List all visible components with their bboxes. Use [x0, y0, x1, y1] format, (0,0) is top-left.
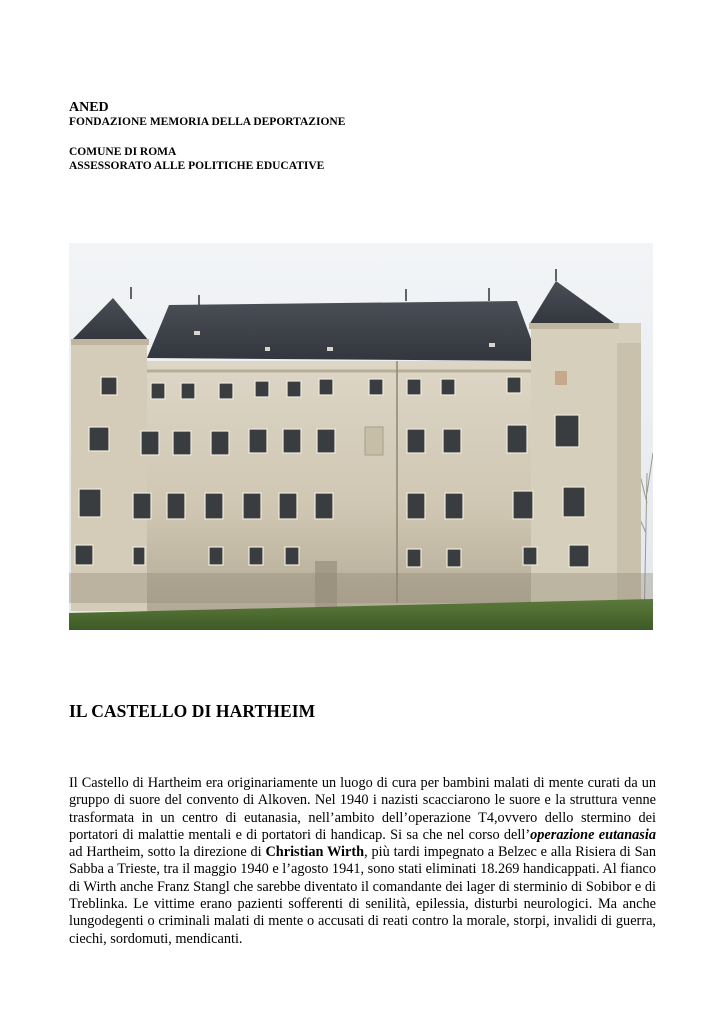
org-name-comune: COMUNE DI ROMA	[69, 146, 177, 158]
body-text-part1: Il Castello di Hartheim era originariamente un luogo di cura per bambini malati di mente curati da un gruppo di suore del convento di Alkoven. Nel 1940 i nazisti scacciarono le suore e la struttura venne trasformata in un centro di eutanasia, nell’ambito dell’operazione T4,ovvero dello stermino dei portatori di malattie mentali e di portatori di handicap. Si sa che nel corso dell’	[69, 775, 656, 843]
page-title: IL CASTELLO DI HARTHEIM	[69, 701, 316, 721]
body-text-part3: , più tardi impegnato a Belzec e alla Risiera di San Sabba a Trieste, tra il maggio 1940 e l’agosto 1941, sono stati eliminati 18.269 handicappati. Al fianco di Wirth anche Franz Stangl che sarebbe diventato il comandante dei lager di sterminio di Sobibor e di Treblinka. Le vittime erano pazienti sofferenti di senilità, epilessia, disturbi neurologici. Ma anche lungodegenti o criminali malati di mente o accusati di reati contro la morale, storpi, invalidi di guerra, ciechi, sordomuti, mendicanti.	[69, 844, 657, 947]
body-paragraph	[69, 775, 656, 948]
org-name-aned: ANED	[69, 100, 109, 115]
body-text-emphasis: operazione eutanasia	[530, 826, 656, 843]
document-header	[69, 100, 345, 173]
castle-photo	[69, 243, 653, 630]
body-text-part2: ad Hartheim, sotto la direzione di	[69, 844, 266, 861]
org-name-foundation: FONDAZIONE MEMORIA DELLA DEPORTAZIONE	[69, 116, 346, 128]
org-name-assessorato: ASSESSORATO ALLE POLITICHE EDUCATIVE	[69, 160, 325, 172]
body-text-name: Christian Wirth	[265, 844, 365, 861]
